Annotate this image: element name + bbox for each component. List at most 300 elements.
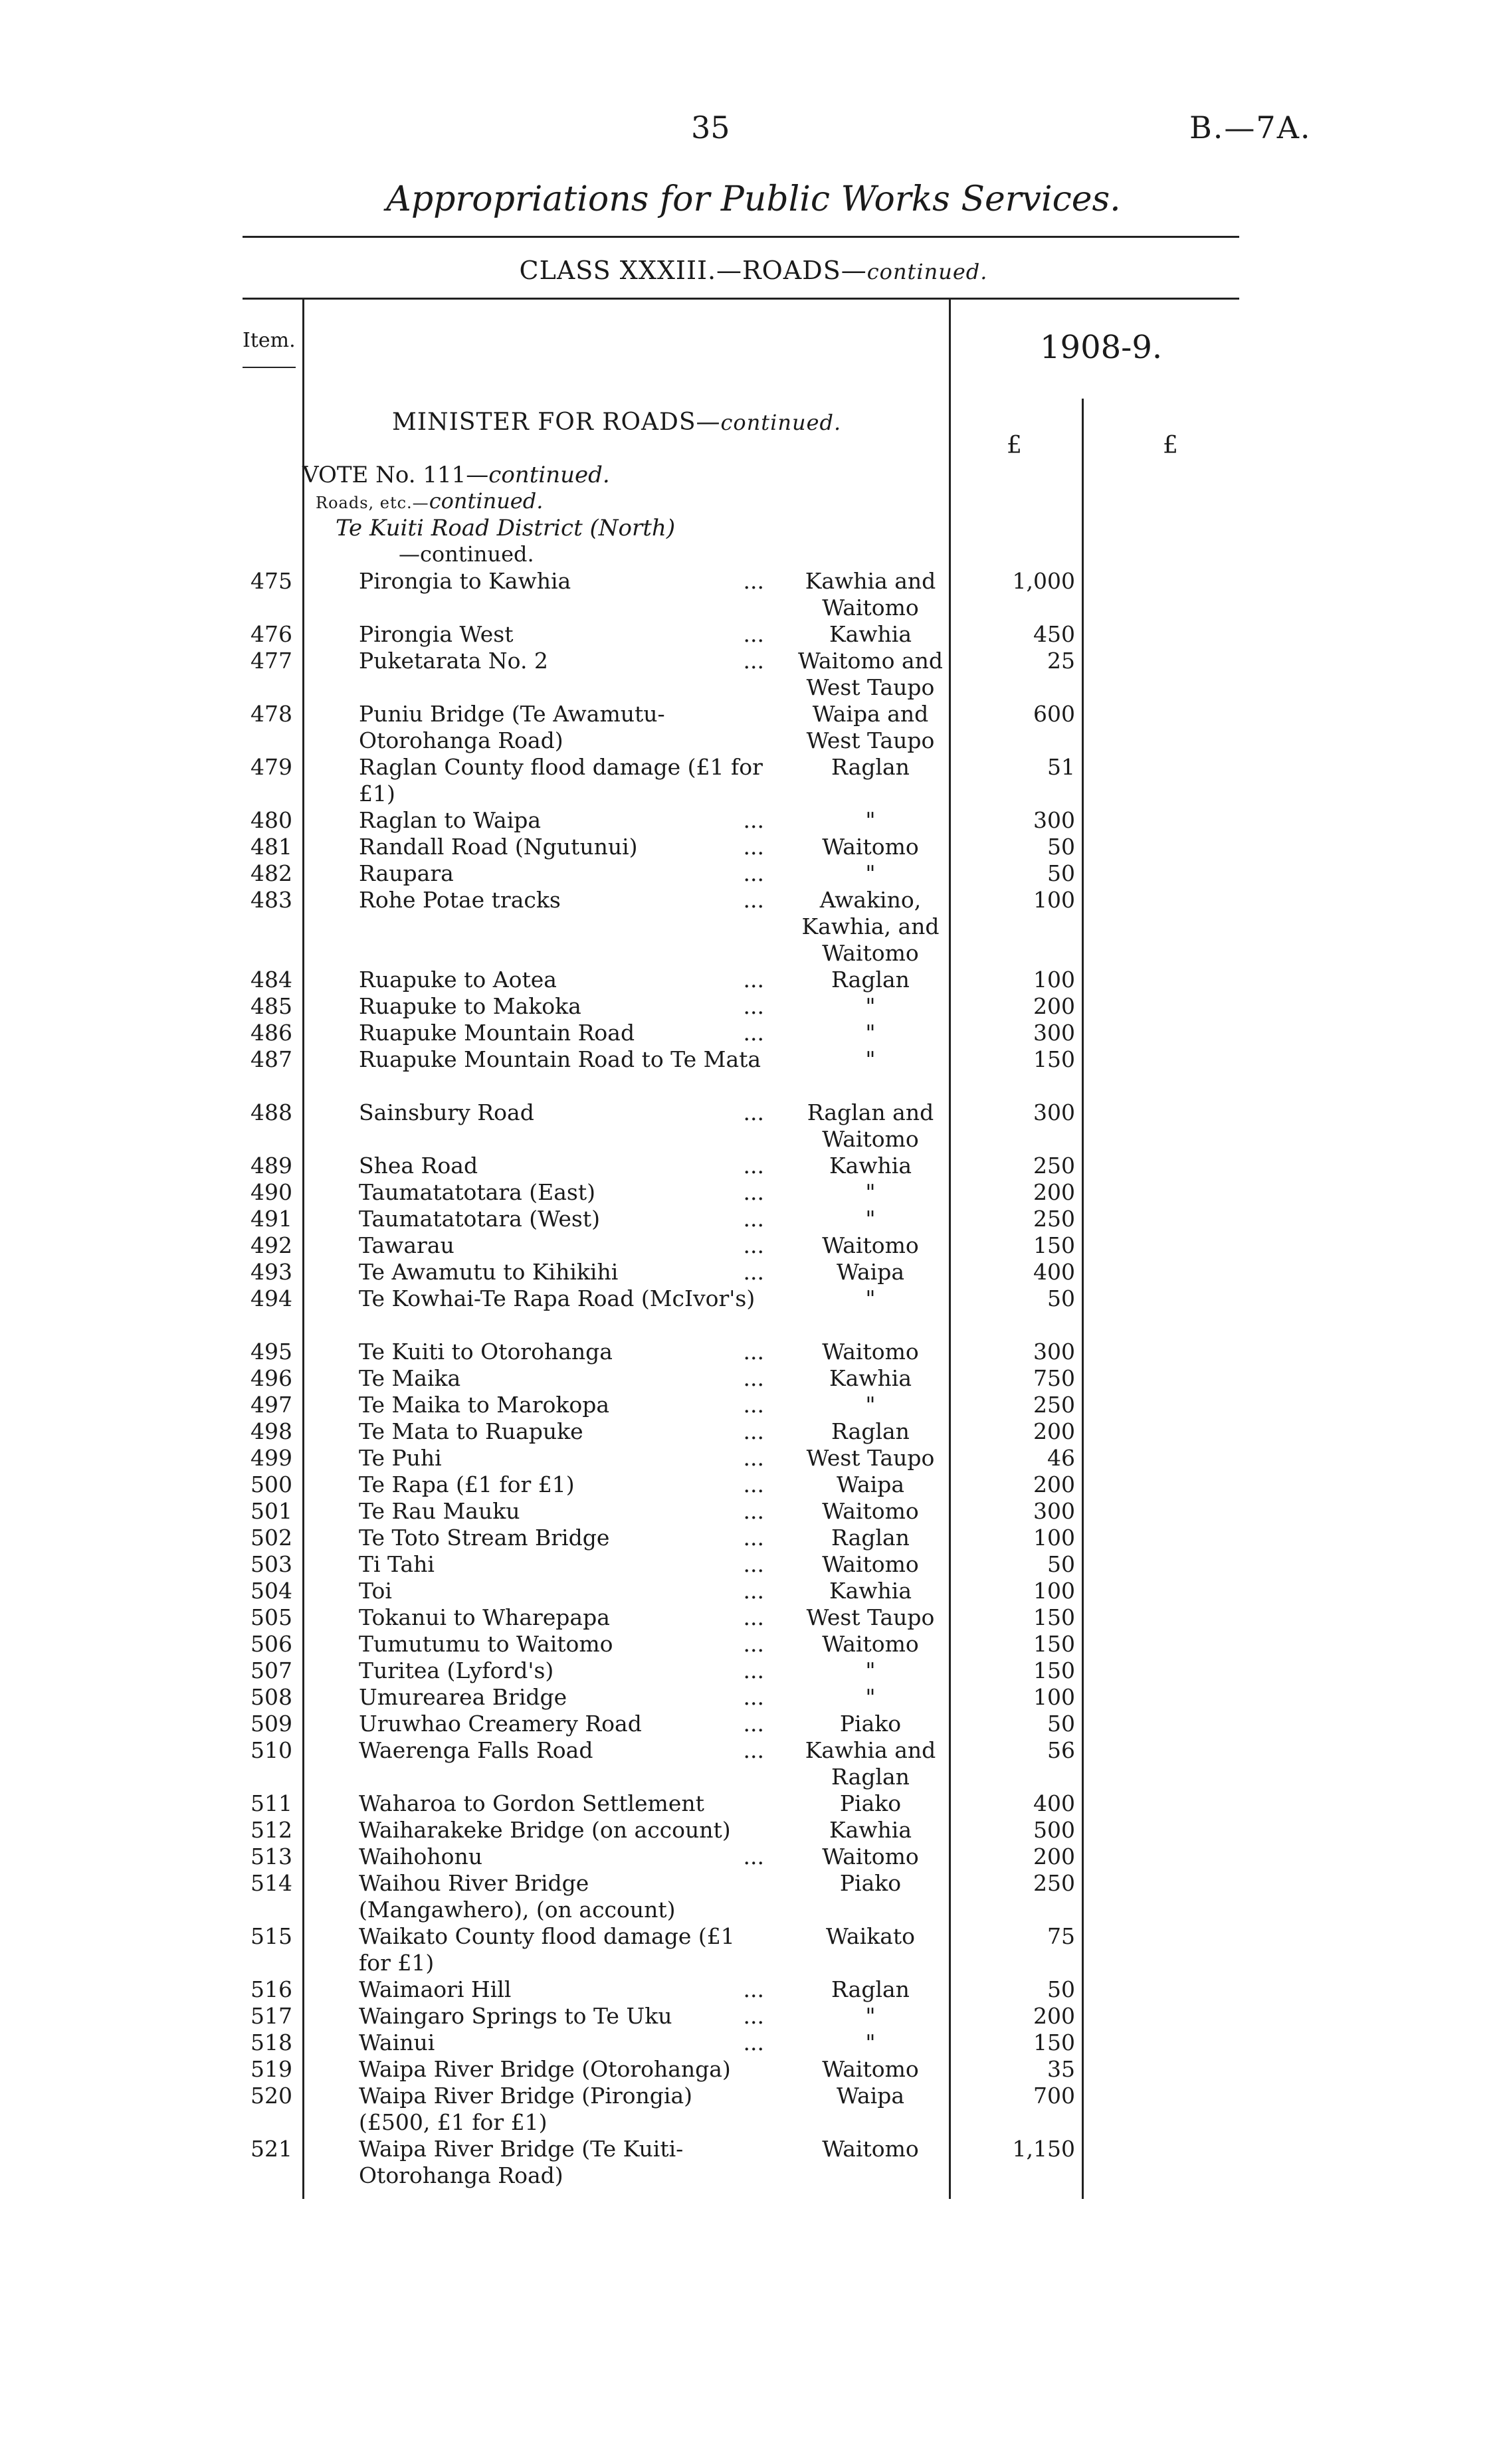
item-description <box>359 967 764 993</box>
item-description-text: Te Rau Mauku <box>359 1498 520 1524</box>
item-description <box>359 1285 764 1312</box>
leader-dots: ... <box>743 1365 764 1391</box>
item-amount: 50 <box>1047 834 1075 860</box>
pound-sign-2: £ <box>1163 432 1178 459</box>
item-description <box>359 1711 764 1737</box>
table-row <box>0 1923 1507 1976</box>
table-row <box>0 568 1507 621</box>
item-county: Raglan <box>831 967 910 993</box>
item-county: " <box>865 1285 876 1311</box>
item-number: 494 <box>251 1285 292 1311</box>
table-row <box>0 1870 1507 1923</box>
item-number: 511 <box>251 1790 292 1816</box>
item-description <box>359 701 764 754</box>
item-description <box>359 2003 764 2030</box>
item-amount: 50 <box>1047 1711 1075 1737</box>
item-description <box>359 1365 764 1392</box>
table-row <box>0 1631 1507 1658</box>
table-row <box>0 1259 1507 1285</box>
item-amount: 750 <box>1033 1365 1075 1391</box>
leader-dots: ... <box>743 1392 764 1418</box>
item-description <box>359 860 764 887</box>
item-description-text: Ti Tahi <box>359 1551 435 1577</box>
item-description-text: Wainui <box>359 2030 435 2055</box>
table-row <box>0 887 1507 967</box>
item-number: 505 <box>251 1604 292 1630</box>
item-description <box>359 2136 764 2189</box>
item-description <box>359 1817 764 1844</box>
item-county: Waitomo <box>822 1844 919 1869</box>
item-number: 514 <box>251 1870 292 1896</box>
item-description <box>359 648 764 674</box>
leader-dots: ... <box>743 621 764 647</box>
page-title: Appropriations for Public Works Services. <box>386 179 1121 219</box>
item-county: West Taupo <box>806 1445 935 1471</box>
item-amount: 200 <box>1033 993 1075 1019</box>
item-description-text: Waipa River Bridge (Te Kuiti-Otorohanga Road) <box>359 2136 684 2188</box>
item-amount: 75 <box>1047 1923 1075 1949</box>
item-number: 520 <box>251 2083 292 2109</box>
item-description-text: Waipa River Bridge (Otorohanga) <box>359 2056 731 2082</box>
item-county: Waitomo and West Taupo <box>797 648 944 700</box>
item-number: 519 <box>251 2056 292 2082</box>
table-row <box>0 1392 1507 1418</box>
item-amount: 51 <box>1047 754 1075 780</box>
item-description <box>359 2083 764 2136</box>
item-county: Waitomo <box>822 2056 919 2082</box>
item-description-text: Tokanui to Wharepapa <box>359 1604 610 1630</box>
item-amount: 100 <box>1033 1525 1075 1551</box>
item-description-text: Te Maika <box>359 1365 461 1391</box>
item-description <box>359 1153 764 1179</box>
item-amount: 50 <box>1047 1551 1075 1577</box>
item-amount: 1,000 <box>1012 568 1075 594</box>
item-description <box>359 2056 764 2083</box>
roads-subheading-text: Roads, etc.— <box>316 494 429 512</box>
item-description-text: Raglan County flood damage (£1 for £1) <box>359 754 763 806</box>
item-description <box>359 1392 764 1418</box>
item-amount: 25 <box>1047 648 1075 674</box>
item-amount: 250 <box>1033 1153 1075 1179</box>
item-description <box>359 1418 764 1445</box>
table-row <box>0 1844 1507 1870</box>
table-row <box>0 1153 1507 1179</box>
item-number: 518 <box>251 2030 292 2055</box>
item-description <box>359 1551 764 1578</box>
table-row <box>0 1471 1507 1498</box>
item-amount: 250 <box>1033 1870 1075 1896</box>
table-row <box>0 834 1507 860</box>
item-county: Piako <box>839 1711 902 1737</box>
vote-heading-text: VOTE No. 111— <box>302 462 489 488</box>
item-header-underline <box>243 367 296 368</box>
vote-heading <box>302 462 610 488</box>
item-description-text: Waiharakeke Bridge (on account) <box>359 1817 731 1843</box>
item-county: Waipa <box>836 1259 905 1285</box>
leader-dots: ... <box>743 1737 764 1763</box>
leader-dots: ... <box>743 834 764 860</box>
table-row <box>0 1684 1507 1711</box>
minister-heading <box>392 409 841 436</box>
item-amount: 500 <box>1033 1817 1075 1843</box>
item-number: 480 <box>251 807 292 833</box>
item-description <box>359 1976 764 2003</box>
leader-dots: ... <box>743 1153 764 1179</box>
item-county: Waitomo <box>822 1631 919 1657</box>
item-number: 507 <box>251 1658 292 1683</box>
item-description <box>359 1445 764 1471</box>
item-amount: 400 <box>1033 1790 1075 1816</box>
item-amount: 250 <box>1033 1392 1075 1418</box>
item-number: 508 <box>251 1684 292 1710</box>
leader-dots: ... <box>743 1684 764 1710</box>
item-number: 501 <box>251 1498 292 1524</box>
leader-dots: ... <box>743 1179 764 1205</box>
leader-dots: ... <box>743 648 764 674</box>
table-row <box>0 1179 1507 1206</box>
item-description <box>359 1525 764 1551</box>
leader-dots: ... <box>743 1498 764 1524</box>
district-heading-continued: —continued. <box>399 541 534 567</box>
item-description-text: Tawarau <box>359 1232 454 1258</box>
leader-dots: ... <box>743 1206 764 1232</box>
item-amount: 35 <box>1047 2056 1075 2082</box>
table-row <box>0 860 1507 887</box>
table-row <box>0 2003 1507 2030</box>
item-amount: 150 <box>1033 1658 1075 1683</box>
item-description <box>359 834 764 860</box>
item-description-text: Te Mata to Ruapuke <box>359 1418 583 1444</box>
item-description-text: Waipa River Bridge (Pirongia) (£500, £1 for £1) <box>359 2083 693 2135</box>
item-number: 502 <box>251 1525 292 1551</box>
item-number: 510 <box>251 1737 292 1763</box>
title-rule <box>243 236 1239 238</box>
item-county: Raglan <box>831 754 910 780</box>
item-county: " <box>865 1020 876 1046</box>
item-description <box>359 1737 764 1764</box>
item-county: Waitomo <box>822 834 919 860</box>
district-heading: Te Kuiti Road District (North) <box>336 515 676 541</box>
item-description-text: Ruapuke Mountain Road <box>359 1020 635 1046</box>
item-description-text: Pirongia to Kawhia <box>359 568 571 594</box>
item-county: Piako <box>839 1790 902 1816</box>
page-number: 35 <box>691 110 730 145</box>
item-description-text: Rohe Potae tracks <box>359 887 561 913</box>
leader-dots: ... <box>743 1604 764 1630</box>
item-county: Waitomo <box>822 1551 919 1577</box>
item-description-text: Puketarata No. 2 <box>359 648 548 674</box>
item-amount: 56 <box>1047 1737 1075 1763</box>
item-amount: 100 <box>1033 1684 1075 1710</box>
item-number: 486 <box>251 1020 292 1046</box>
item-description-text: Raglan to Waipa <box>359 807 542 833</box>
roads-subheading <box>316 488 543 514</box>
leader-dots: ... <box>743 887 764 913</box>
table-row <box>0 1232 1507 1259</box>
item-county: Raglan and Waitomo <box>807 1099 934 1152</box>
item-county: " <box>865 1046 876 1072</box>
leader-dots: ... <box>743 1525 764 1551</box>
item-number: 479 <box>251 754 292 780</box>
item-county: " <box>865 860 876 886</box>
item-county: Kawhia <box>829 1153 912 1179</box>
item-amount: 200 <box>1033 1471 1075 1497</box>
item-number: 498 <box>251 1418 292 1444</box>
table-row <box>0 807 1507 834</box>
item-county: Kawhia and Raglan <box>805 1737 936 1790</box>
item-description-text: Te Kowhai-Te Rapa Road (McIvor's) <box>359 1285 755 1311</box>
leader-dots: ... <box>743 1339 764 1365</box>
table-row <box>0 993 1507 1020</box>
item-description-text: Ruapuke to Aotea <box>359 967 557 993</box>
item-description-text: Turitea (Lyford's) <box>359 1658 554 1683</box>
item-number: 517 <box>251 2003 292 2029</box>
class-title-text: CLASS XXXIII.—ROADS— <box>519 256 867 285</box>
item-number: 499 <box>251 1445 292 1471</box>
item-number: 516 <box>251 1976 292 2002</box>
item-county: Waipa <box>836 1471 905 1497</box>
leader-dots: ... <box>743 1976 764 2002</box>
minister-heading-suffix: continued. <box>720 410 842 435</box>
item-description <box>359 1578 764 1604</box>
item-number: 492 <box>251 1232 292 1258</box>
item-description <box>359 621 764 648</box>
item-county: Awakino, Kawhia, and Waitomo <box>801 887 940 966</box>
item-number: 493 <box>251 1259 292 1285</box>
item-number: 521 <box>251 2136 292 2162</box>
table-row <box>0 2056 1507 2083</box>
leader-dots: ... <box>743 967 764 993</box>
pound-sign-1: £ <box>1007 432 1022 459</box>
item-description-text: Te Maika to Marokopa <box>359 1392 610 1418</box>
item-number: 496 <box>251 1365 292 1391</box>
item-county: " <box>865 807 876 833</box>
item-description <box>359 754 764 807</box>
leader-dots: ... <box>743 993 764 1019</box>
item-county: Raglan <box>831 1525 910 1551</box>
leader-dots: ... <box>743 1232 764 1258</box>
item-number: 490 <box>251 1179 292 1205</box>
table-row <box>0 1578 1507 1604</box>
item-description <box>359 568 764 595</box>
leader-dots: ... <box>743 1445 764 1471</box>
item-description-text: Waikato County flood damage (£1 for £1) <box>359 1923 735 1976</box>
item-number: 483 <box>251 887 292 913</box>
item-description <box>359 1923 764 1976</box>
item-county: " <box>865 1684 876 1710</box>
item-number: 481 <box>251 834 292 860</box>
table-row <box>0 1498 1507 1525</box>
item-description-text: Pirongia West <box>359 621 514 647</box>
item-number: 491 <box>251 1206 292 1232</box>
item-description <box>359 1179 764 1206</box>
item-amount: 200 <box>1033 1418 1075 1444</box>
item-description-text: Te Puhi <box>359 1445 442 1471</box>
item-county: Waipa <box>836 2083 905 2109</box>
item-amount: 600 <box>1033 701 1075 727</box>
item-number: 477 <box>251 648 292 674</box>
item-number: 503 <box>251 1551 292 1577</box>
item-amount: 50 <box>1047 860 1075 886</box>
item-county: " <box>865 1658 876 1683</box>
class-title <box>0 256 1507 285</box>
item-county: " <box>865 1206 876 1232</box>
item-amount: 300 <box>1033 1099 1075 1125</box>
leader-dots: ... <box>743 1844 764 1869</box>
item-description <box>359 887 764 913</box>
year-column-header: 1908-9. <box>1040 329 1163 366</box>
leader-dots: ... <box>743 1551 764 1577</box>
item-description <box>359 1099 764 1126</box>
leader-dots: ... <box>743 1471 764 1497</box>
table-row <box>0 1046 1507 1099</box>
table-row <box>0 1418 1507 1445</box>
leader-dots: ... <box>743 1418 764 1444</box>
item-description-text: Te Awamutu to Kihikihi <box>359 1259 619 1285</box>
item-amount: 150 <box>1033 1604 1075 1630</box>
table-row <box>0 621 1507 648</box>
item-number: 513 <box>251 1844 292 1869</box>
leader-dots: ... <box>743 1711 764 1737</box>
item-description-text: Randall Road (Ngutunui) <box>359 834 638 860</box>
item-description <box>359 1339 764 1365</box>
item-amount: 200 <box>1033 2003 1075 2029</box>
item-county: " <box>865 993 876 1019</box>
item-amount: 200 <box>1033 1844 1075 1869</box>
item-number: 515 <box>251 1923 292 1949</box>
item-number: 485 <box>251 993 292 1019</box>
item-amount: 1,150 <box>1012 2136 1075 2162</box>
roads-subheading-suffix: continued. <box>429 488 544 514</box>
item-description <box>359 1844 764 1870</box>
vote-heading-suffix: continued. <box>488 462 610 488</box>
item-county: West Taupo <box>806 1604 935 1630</box>
item-county: Raglan <box>831 1418 910 1444</box>
leader-dots: ... <box>743 1259 764 1285</box>
item-county: Piako <box>839 1870 902 1896</box>
document-reference: B.—7A. <box>1189 110 1312 145</box>
item-number: 504 <box>251 1578 292 1604</box>
table-row <box>0 1790 1507 1817</box>
item-description-text: Te Toto Stream Bridge <box>359 1525 610 1551</box>
item-description-text: Umurearea Bridge <box>359 1684 567 1710</box>
leader-dots: ... <box>743 807 764 833</box>
leader-dots: ... <box>743 1020 764 1046</box>
item-amount: 300 <box>1033 1020 1075 1046</box>
item-description-text: Waharoa to Gordon Settlement <box>359 1790 704 1816</box>
item-description-text: Taumatatotara (East) <box>359 1179 595 1205</box>
item-description-text: Taumatatotara (West) <box>359 1206 600 1232</box>
item-amount: 100 <box>1033 887 1075 913</box>
class-title-suffix: continued. <box>866 259 988 284</box>
item-amount: 250 <box>1033 1206 1075 1232</box>
item-number: 512 <box>251 1817 292 1843</box>
item-description-text: Te Rapa (£1 for £1) <box>359 1471 575 1497</box>
item-number: 500 <box>251 1471 292 1497</box>
item-amount: 450 <box>1033 621 1075 647</box>
table-row <box>0 1339 1507 1365</box>
table-row <box>0 1365 1507 1392</box>
table-row <box>0 648 1507 701</box>
item-description-text: Waihou River Bridge (Mangawhero), (on account) <box>359 1870 676 1923</box>
item-description-text: Ruapuke Mountain Road to Te Mata <box>359 1046 761 1072</box>
table-row <box>0 2136 1507 2189</box>
item-county: Kawhia and Waitomo <box>805 568 936 620</box>
item-number: 487 <box>251 1046 292 1072</box>
leader-dots: ... <box>743 2003 764 2029</box>
table-row <box>0 2083 1507 2136</box>
item-county: Waitomo <box>822 1232 919 1258</box>
item-number: 495 <box>251 1339 292 1365</box>
table-row <box>0 701 1507 754</box>
item-description-text: Sainsbury Road <box>359 1099 534 1125</box>
table-row <box>0 1711 1507 1737</box>
leader-dots: ... <box>743 1099 764 1125</box>
table-row <box>0 1817 1507 1844</box>
table-row <box>0 1737 1507 1790</box>
leader-dots: ... <box>743 860 764 886</box>
leader-dots: ... <box>743 568 764 594</box>
item-amount: 50 <box>1047 1976 1075 2002</box>
table-row <box>0 1099 1507 1153</box>
item-description-text: Ruapuke to Makoka <box>359 993 581 1019</box>
item-description-text: Waingaro Springs to Te Uku <box>359 2003 672 2029</box>
item-description <box>359 1232 764 1259</box>
item-number: 497 <box>251 1392 292 1418</box>
table-row <box>0 1658 1507 1684</box>
item-amount: 50 <box>1047 1285 1075 1311</box>
item-county: " <box>865 2003 876 2029</box>
item-description-text: Puniu Bridge (Te Awamutu-Otorohanga Road) <box>359 701 665 753</box>
item-county: Waitomo <box>822 1498 919 1524</box>
item-amount: 100 <box>1033 1578 1075 1604</box>
item-description <box>359 993 764 1020</box>
item-description-text: Waihohonu <box>359 1844 483 1869</box>
table-row <box>0 1020 1507 1046</box>
table-row <box>0 1206 1507 1232</box>
table-row <box>0 967 1507 993</box>
item-description-text: Shea Road <box>359 1153 478 1179</box>
item-description <box>359 1471 764 1498</box>
leader-dots: ... <box>743 2030 764 2055</box>
item-county: Waitomo <box>822 2136 919 2162</box>
item-amount: 150 <box>1033 2030 1075 2055</box>
item-description <box>359 1790 764 1817</box>
item-number: 478 <box>251 701 292 727</box>
item-number: 475 <box>251 568 292 594</box>
table-row <box>0 754 1507 807</box>
item-number: 489 <box>251 1153 292 1179</box>
item-county: " <box>865 1392 876 1418</box>
item-county: Kawhia <box>829 1578 912 1604</box>
item-description <box>359 1020 764 1046</box>
item-amount: 300 <box>1033 1339 1075 1365</box>
table-top-rule <box>243 298 1239 300</box>
item-description-text: Toi <box>359 1578 392 1604</box>
item-number: 488 <box>251 1099 292 1125</box>
item-column-header: Item. <box>243 329 296 352</box>
item-amount: 200 <box>1033 1179 1075 1205</box>
item-county: Kawhia <box>829 1365 912 1391</box>
item-amount: 300 <box>1033 807 1075 833</box>
item-description-text: Waerenga Falls Road <box>359 1737 593 1763</box>
item-description <box>359 1046 764 1073</box>
table-row <box>0 1525 1507 1551</box>
item-amount: 400 <box>1033 1259 1075 1285</box>
item-description <box>359 1604 764 1631</box>
minister-heading-text: MINISTER FOR ROADS— <box>392 409 721 436</box>
item-county: Raglan <box>831 1976 910 2002</box>
